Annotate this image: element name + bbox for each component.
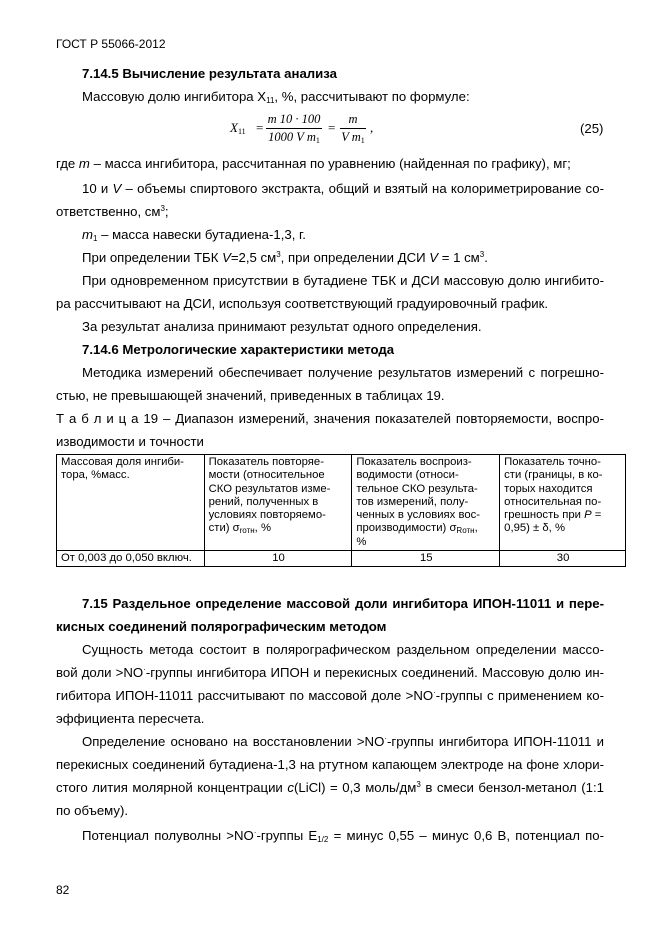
document-header: ГОСТ Р 55066-2012: [56, 37, 166, 51]
where-m: где m – масса ингибитора, рассчитанная по уравнению (найденная по графику), мг;: [56, 156, 571, 171]
table-header-row: [57, 455, 626, 551]
section-heading-7-15-l2: кисных соединений полярографическим методом: [56, 619, 387, 634]
section-heading-7-14-6: 7.14.6 Метрологические характеристики метода: [82, 342, 395, 357]
section-heading-7-15-l1: 7.15 Раздельное определение массовой доли ингибитора ИПОН-11011 и пере-: [82, 596, 604, 611]
table-caption-l1: Т а б л и ц а 19 – Диапазон измерений, значения показателей повторяемости, воспро-: [56, 411, 604, 426]
basis-p-l1: Определение основано на восстановлении >NO·-группы ингибитора ИПОН-11011 и: [82, 734, 604, 749]
metrology-p-l2: стью, не превышающей значений, приведенных в таблицах 19.: [56, 388, 445, 403]
table-cell-reproducibility: 15: [352, 551, 500, 567]
page-number: 82: [56, 883, 70, 897]
paragraph-result: За результат анализа принимают результат одного определения.: [82, 319, 482, 334]
header-cell-reproducibility: Показатель воспроиз- водимости (относи- тельное СКО результа- тов измерений, полу- ченных в условиях вос- производимости) $\sigma_{Rотн}$, %: [352, 455, 500, 551]
header-cell-accuracy: Показатель точно- сти (границы, в ко- торых находится относительная по- грешность при P = 0,95) ± δ, %: [500, 455, 626, 551]
where-v-line1: 10 и V – объемы спиртового экстракта, общий и взятый на колориметрирование со-: [82, 181, 604, 196]
table-cell-range: От 0,003 до 0,050 включ.: [57, 551, 205, 567]
formula-number: (25): [580, 121, 604, 136]
basis-p-l4: по объему).: [56, 803, 129, 818]
table-row: [57, 551, 626, 567]
paragraph-simultaneous-l1: При одновременном присутствии в бутадиене ТБК и ДСИ массовую долю ингибито-: [82, 273, 604, 288]
where-m1: $m_1$ – масса навески бутадиена-1,3, г.: [82, 227, 306, 243]
essence-p-l2: вой доли >NO·-группы ингибитора ИПОН и перекисных соединений. Массовую долю ин-: [56, 665, 605, 680]
paragraph-simultaneous-l2: ра рассчитывают на ДСИ, используя соответствующий градуировочный график.: [56, 296, 549, 311]
essence-p-l1: Сущность метода состоит в полярографическом раздельном определении массо-: [82, 642, 604, 657]
half-wave-potential-line: Потенциал полуволны >NO·-группы $Е_{1/2}$ = минус 0,55 – минус 0,6 В, потенциал по-: [82, 828, 605, 844]
table-cell-repeatability: 10: [204, 551, 352, 567]
table-caption-l2: изводимости и точности: [56, 434, 204, 449]
table-cell-accuracy: 30: [500, 551, 626, 567]
essence-p-l4: эффициента пересчета.: [56, 711, 205, 726]
metrology-p-l1: Методика измерений обеспечивает получение результатов измерений с погрешно-: [82, 365, 604, 380]
formula-intro: Массовую долю ингибитора $Х_{11}$, %, рассчитывают по формуле:: [82, 89, 470, 105]
where-v-line2: ответственно, $см^3$;: [56, 204, 169, 219]
section-heading-7-14-5: 7.14.5 Вычисление результата анализа: [82, 66, 338, 81]
header-cell-range: Массовая доля ингиби- тора, %масс.: [57, 455, 205, 551]
basis-p-l2: перекисных соединений бутадиена-1,3 на ртутном капающем электроде на фоне хлори-: [56, 757, 604, 772]
header-cell-repeatability: Показатель повторяе- мости (относительное СКО результатов изме- рений, полученных в условиях повторяемо- сти) $\sigma_{rотн}$, %: [204, 455, 352, 551]
essence-p-l3: гибитора ИПОН-11011 рассчитывают по массовой доле >NO·-группы с применением ко-: [56, 688, 605, 703]
basis-p-l3: стого лития молярной концентрации c(LiCl) = 0,3 моль/$дм^3$ в смеси бензол-метанол (1:1: [56, 780, 604, 795]
volumes-note: При определении ТБК V=2,5 $см^3$, при определении ДСИ V = 1 $см^3$.: [82, 250, 488, 265]
table-19: [56, 454, 626, 567]
